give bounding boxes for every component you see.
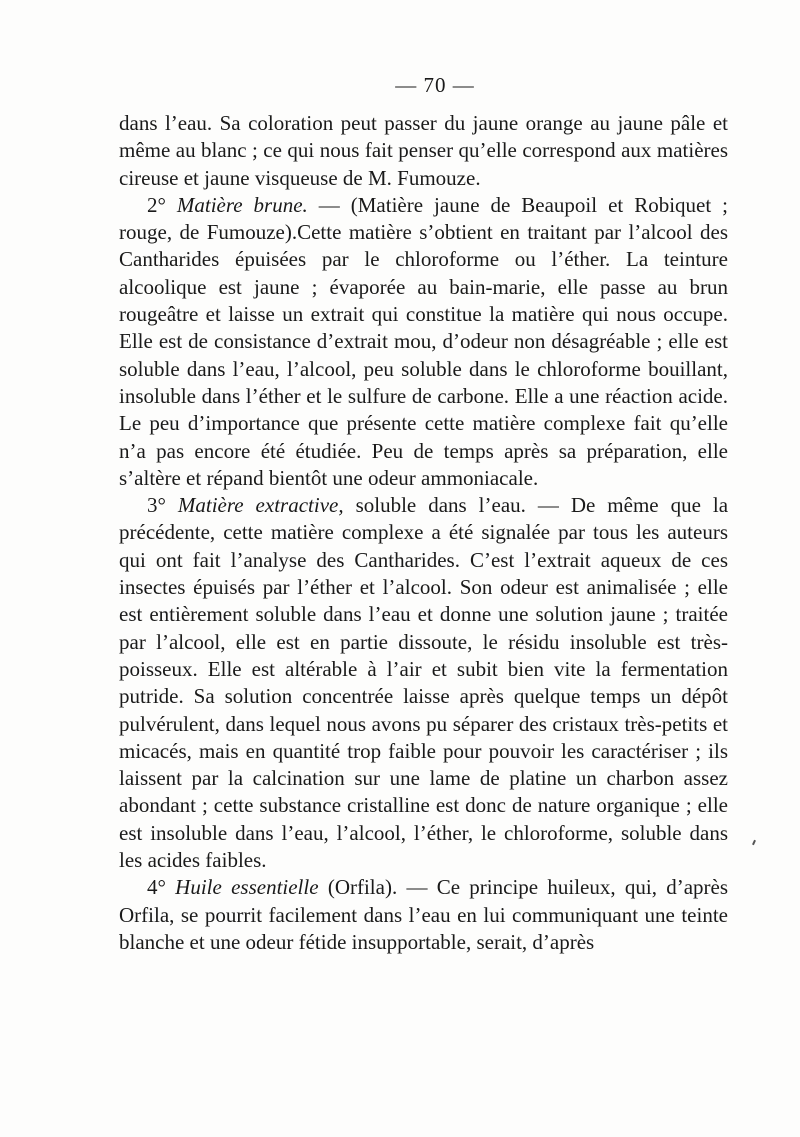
paragraph-matiere-brune xyxy=(119,192,728,492)
section-number: 2° xyxy=(147,192,166,217)
paragraph-text: (Orfila). — Ce principe huileux, qui, d’après Orfila, se pourrit facilement dans l’eau en lui communiquant une teinte blanche et une odeur fétide insupportable, serait, d’après xyxy=(119,875,729,954)
paragraph-text: — (Matière jaune de Beaupoil et Robiquet ; rouge, de Fumouze).Cette matière s’obtient en traitant par l’alcool des Cantharides épuisées par le chloroforme ou l’éther. La teinture alcoolique est jaune ; évaporée au bain-marie, elle passe au brun rougeâtre et laisse un extrait qui constitue la matière qui nous occupe. Elle est de consistance d’extrait mou, d’odeur non désagréable ; elle est soluble dans l’eau, l’alcool, peu soluble dans le chloroforme bouillant, insoluble dans l’éther et le sulfure de carbone. Elle a une réaction acide. Le peu d’importance que présente cette matière complexe fait qu’elle n’a pas encore été étudiée. Peu de temps après sa préparation, elle s’altère et répand bientôt une odeur ammoniacale. xyxy=(119,192,729,490)
page-number: — 70 — xyxy=(395,73,475,97)
paragraph-text: dans l’eau. Sa coloration peut passer du jaune orange au jaune pâle et même au blanc ; ce qui nous fait penser qu’elle correspond aux matières cireuse et jaune visqueuse de M. Fumouze. xyxy=(119,111,728,190)
section-number: 3° xyxy=(147,493,166,518)
section-title: Huile essentielle xyxy=(175,875,319,900)
section-title: Matière extractive, xyxy=(177,493,344,518)
paragraph-text: soluble dans l’eau. — De même que la précédente, cette matière complexe a été signalée par tous les auteurs qui ont fait l’analyse des Cantharides. C’est l’extrait aqueux de ces insectes épuisés par l’éther et l’alcool. Son odeur est animalisée ; elle est entièrement soluble dans l’eau et donne une solution jaune ; traitée par l’alcool, elle est en partie dissoute, le résidu insoluble est très-poisseux. Elle est altérable à l’air et subit bien vite la fermentation putride. Sa solution concentrée laisse après quelque temps un dépôt pulvérulent, dans lequel nous avons pu séparer des cristaux très-petits et micacés, mais en quantité trop faible pour pouvoir les caractériser ; ils laissent par la calcination sur une lame de platine un charbon assez abondant ; cette substance cristalline est donc de nature organique ; elle est insoluble dans l’eau, l’alcool, l’éther, le chloroforme, soluble dans les acides faibles. xyxy=(119,493,729,873)
ink-speck xyxy=(752,840,756,845)
paragraph-continuation xyxy=(119,110,728,192)
paragraph-huile-essentielle xyxy=(119,874,728,956)
paragraph-matiere-extractive xyxy=(119,492,728,874)
body-text xyxy=(119,110,728,956)
section-title: Matière brune. xyxy=(176,192,308,217)
section-number: 4° xyxy=(147,875,166,900)
